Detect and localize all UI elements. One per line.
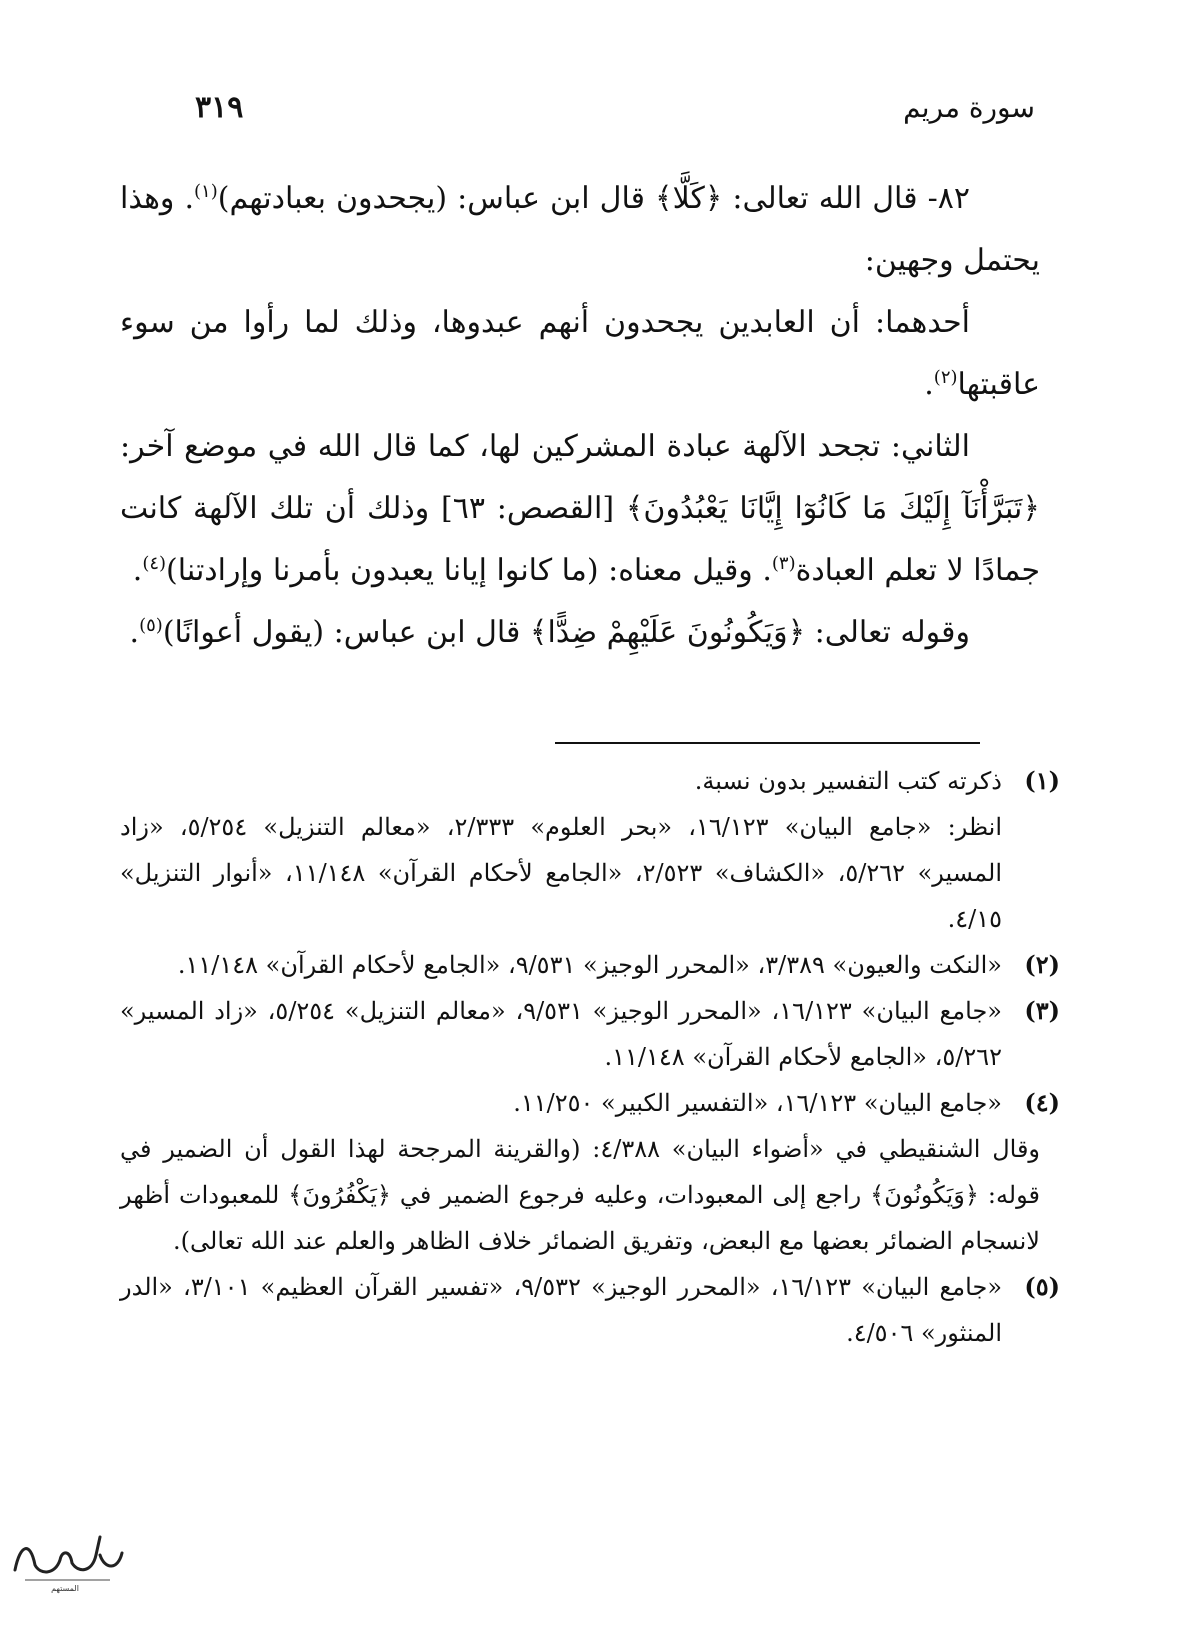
footnote-4: (٤) «جامع البيان» ١٦/١٢٣، «التفسير الكبير» ١١/٢٥٠. وقال الشنقيطي في «أضواء البيان» ٤/٣٨٨: (والقرينة المرجحة لهذا القول أن الضمير في قوله: ﴿وَيَكُونُونَ﴾ راجع إلى المعبودات، وعليه فرجوع الضمير في ﴿يَكْفُرُونَ﴾ للمعبودات أظهر لانسجام الضمائر بعضها مع البعض، وتفريق الضمائر خلاف الظاهر والعلم عند الله تعالى). — [120, 1080, 1040, 1264]
footnote-ref[interactable]: (٣) — [771, 553, 796, 574]
page-number: ٣١٩ — [195, 89, 244, 125]
paragraph-first-view: أحدهما: أن العابدين يجحدون أنهم عبدوها، وذلك لما رأوا من سوء عاقبتها$^{(٢)}$. — [120, 305, 1040, 402]
paragraph-second-view: الثاني: تجحد الآلهة عبادة المشركين لها، كما قال الله في موضع آخر: ﴿تَبَرَّأْنَآ إِلَيْكَ مَا كَانُوٓا إِيَّانَا يَعْبُدُونَ﴾ [القصص: ٦٣] وذلك أن تلك الآلهة كانت جمادًا لا تعلم العبادة$^{(٣)}$. وقيل معناه: (ما كانوا إيانا يعبدون بأمرنا وإرادتنا)$^{(٤)}$. — [120, 429, 1040, 588]
footnote-ref[interactable]: (٤) — [142, 553, 167, 574]
footnote-separator — [555, 742, 980, 744]
page-header — [195, 82, 1035, 132]
paragraph-82: ٨٢- قال الله تعالى: ﴿كَلَّا﴾ قال ابن عباس: (يجحدون بعبادتهم)$^{(١)}$. وهذا يحتمل وجهين: — [120, 181, 1040, 278]
surah-name: سورة مريم — [903, 90, 1035, 124]
footnote-5: (٥) «جامع البيان» ١٦/١٢٣، «المحرر الوجيز» ٩/٥٣٢، «تفسير القرآن العظيم» ٣/١٠١، «الدر المنثور» ٤/٥٠٦. — [120, 1264, 1040, 1356]
footnote-ref[interactable]: (٥) — [139, 615, 163, 636]
footnote-number: (٤) — [1024, 1088, 1060, 1117]
main-text — [120, 168, 1040, 664]
footnote-number: (٢) — [1024, 950, 1060, 979]
footnote-2: (٢) «النكت والعيون» ٣/٣٨٩، «المحرر الوجيز» ٩/٥٣١، «الجامع لأحكام القرآن» ١١/١٤٨. — [120, 942, 1040, 988]
footnotes — [120, 758, 1060, 1356]
footnote-ref[interactable]: (١) — [194, 181, 218, 202]
paragraph-verse-dhidda: وقوله تعالى: ﴿وَيَكُونُونَ عَلَيْهِمْ ضِدًّا﴾ قال ابن عباس: (يقول أعوانًا)$^{(٥)}$. — [129, 615, 970, 650]
logo-text: المستهم — [51, 1584, 79, 1593]
footnote-number: (١) — [1024, 766, 1060, 795]
footnote-number: (٣) — [1024, 996, 1060, 1025]
footnote-number: (٥) — [1024, 1272, 1060, 1301]
publisher-logo — [0, 1525, 130, 1595]
footnote-1: (١) ذكرته كتب التفسير بدون نسبة. انظر: «جامع البيان» ١٦/١٢٣، «بحر العلوم» ٢/٣٣٣، «معالم التنزيل» ٥/٢٥٤، «زاد المسير» ٥/٢٦٢، «الكشاف» ٢/٥٢٣، «الجامع لأحكام القرآن» ١١/١٤٨، «أنوار التنزيل» ٤/١٥. — [120, 758, 1040, 942]
calligraphy-logo-icon — [0, 1525, 130, 1595]
footnote-3: (٣) «جامع البيان» ١٦/١٢٣، «المحرر الوجيز» ٩/٥٣١، «معالم التنزيل» ٥/٢٥٤، «زاد المسير» ٥/٢٦٢، «الجامع لأحكام القرآن» ١١/١٤٨. — [120, 988, 1040, 1080]
footnote-ref[interactable]: (٢) — [933, 367, 958, 388]
